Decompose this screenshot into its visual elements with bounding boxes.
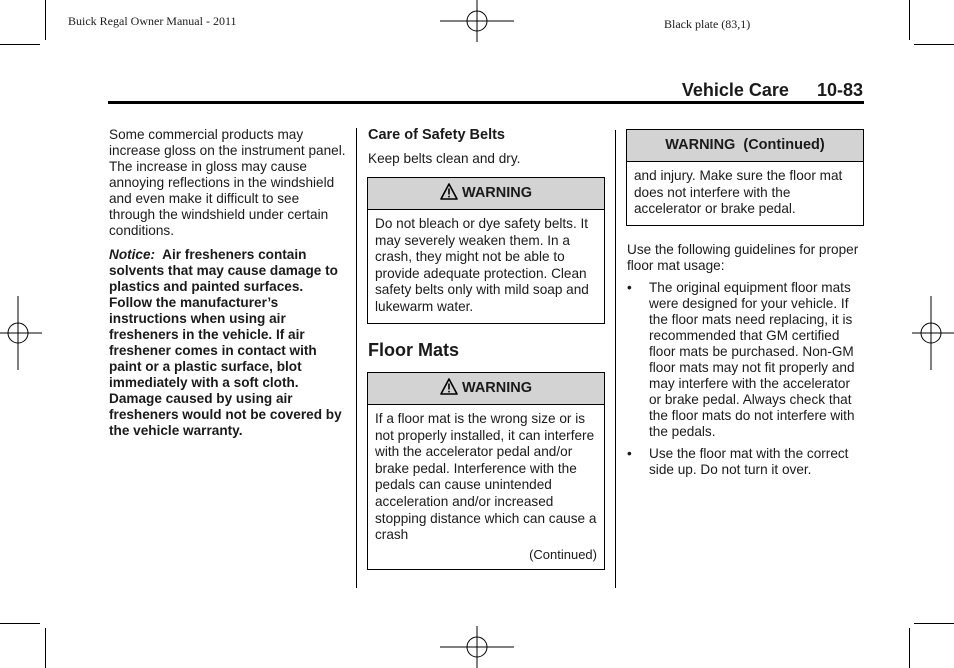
crop-mark — [0, 44, 40, 45]
column-3 — [627, 242, 863, 484]
registration-mark-top — [440, 0, 514, 42]
list-item-text: Use the floor mat with the correct side up. Do not turn it over. — [649, 446, 849, 477]
warning-box-continued — [626, 129, 864, 226]
crop-mark — [45, 628, 46, 668]
section-name: Vehicle Care — [681, 80, 789, 100]
column-2 — [368, 127, 606, 167]
plate-info: Black plate (83,1) — [664, 17, 751, 31]
notice-paragraph — [109, 247, 347, 439]
crop-mark — [45, 0, 46, 40]
warning-body: Do not bleach or dye safety belts. It may severely weaken them. In a crash, they might not be able to provide adequate protection. Clean safety belts only with mild soap and lukewarm water. — [375, 216, 589, 314]
crop-mark — [914, 44, 954, 45]
notice-text: Air fresheners contain solvents that may cause damage to plastics and painted surfaces. Follow the manufacturer’s instructions when using air fresheners in the vehicle. If air freshener comes in contact with paint or a plastic surface, blot immediately with a soft cloth. Damage caused by using air fresheners would not be covered by the vehicle warranty. — [109, 247, 342, 438]
column-1 — [109, 127, 347, 439]
registration-mark-right — [912, 296, 954, 370]
header-rule — [108, 101, 864, 104]
guidelines-list — [627, 280, 863, 478]
warning-body: If a floor mat is the wrong size or is not properly installed, it can interfere with the accelerator pedal and/or brake pedal. Interference with the pedals can cause unintended acceleration and/or increased stopping distance which can cause a crash — [375, 411, 597, 543]
section-header — [600, 80, 863, 101]
safety-belts-intro: Keep belts clean and dry. — [368, 151, 521, 166]
bullet: • — [627, 280, 632, 295]
registration-mark-bottom — [440, 626, 514, 668]
floor-mats-heading: Floor Mats — [368, 340, 460, 360]
guidelines-intro: Use the following guidelines for proper floor mat usage: — [627, 242, 859, 273]
warning-box-safety-belts — [367, 177, 605, 324]
page-number: 10-83 — [816, 80, 863, 100]
warning-triangle-icon — [440, 183, 458, 200]
manual-title: Buick Regal Owner Manual - 2011 — [68, 14, 237, 28]
bullet: • — [627, 446, 632, 461]
list-item-text: The original equipment floor mats were designed for your vehicle. If the floor mats need replacing, it is recommended that GM certified floor mats be purchased. Non-GM floor mats may not fit properly and may interfere with the accelerator or brake pedal. Always check that the floor mats do not interfere with the pedals. — [649, 280, 855, 439]
warning-header: WARNING (Continued) — [627, 130, 863, 162]
list-item — [627, 446, 863, 478]
registration-mark-left — [0, 296, 42, 370]
gloss-paragraph: Some commercial products may increase gloss on the instrument panel. The increase in gloss may cause annoying reflections in the windshield and even make it difficult to see through the windshield under certain conditions. — [109, 127, 346, 238]
crop-mark — [0, 623, 40, 624]
list-item — [627, 280, 863, 440]
warning-triangle-icon — [440, 378, 458, 395]
column-divider — [356, 128, 357, 588]
crop-mark — [909, 0, 910, 40]
notice-label: Notice: — [109, 247, 156, 262]
warning-body: and injury. Make sure the floor mat does not interfere with the accelerator or brake pedal. — [634, 168, 843, 217]
warning-header — [368, 178, 604, 210]
crop-mark — [909, 628, 910, 668]
safety-belts-heading: Care of Safety Belts — [368, 127, 505, 143]
crop-mark — [914, 623, 954, 624]
floor-mats-section — [368, 340, 606, 361]
warning-header — [368, 373, 604, 405]
warning-box-floor-mats — [367, 372, 605, 570]
column-divider — [615, 130, 616, 588]
warning-title: WARNING — [461, 185, 533, 201]
warning-title: WARNING — [461, 380, 533, 396]
continued-label: (Continued) — [529, 546, 597, 562]
